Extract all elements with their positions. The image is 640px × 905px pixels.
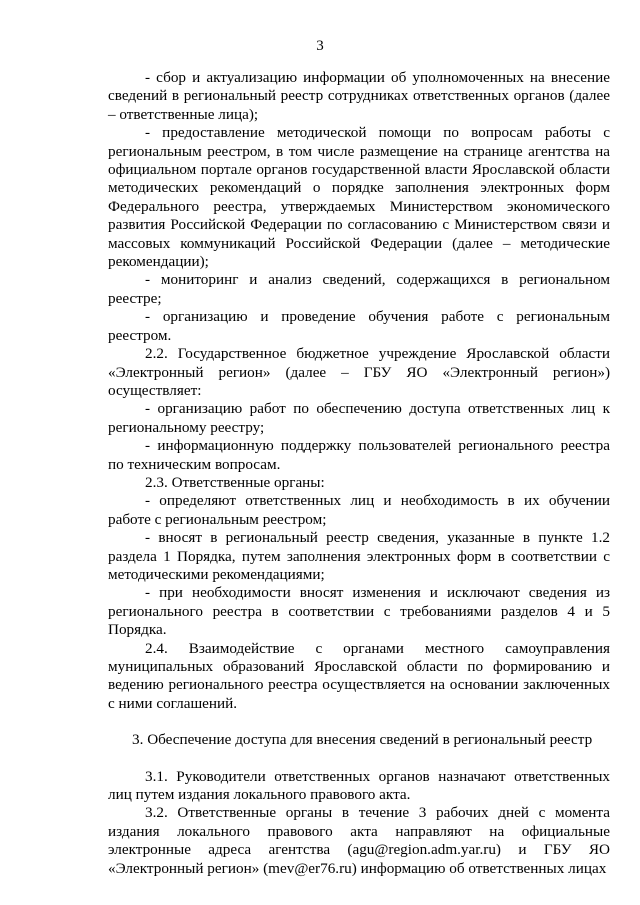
paragraph-info-support: - информационную поддержку пользователей регионального реестра по техническим вопросам. <box>108 437 610 473</box>
paragraph-collection-info: - сбор и актуализацию информации об уполномоченных на внесение сведений в региональный реестр сотрудниках ответственных органов (далее – ответственные лица); <box>108 69 610 123</box>
section-spacer <box>108 750 610 768</box>
page-number: 3 <box>316 38 324 54</box>
paragraph-methodical-help: - предоставление методической помощи по вопросам работы с региональным реестром, в том числе размещение на странице агентства на официальном портале органов государственной власти Ярославской области методических рекомендаций о порядке заполнения электронных форм Федерального реестра, утверждаемых Министерством экономического развития Российской Федерации по согласованию с Министерством связи и массовых коммуникаций Российской Федерации (далее – методические рекомендации); <box>108 124 610 271</box>
section-spacer <box>108 713 610 731</box>
paragraph-enter-data: - вносят в региональный реестр сведения, указанные в пункте 1.2 раздела 1 Порядка, путем заполнения электронных форм в соответствии с методическими рекомендациями; <box>108 529 610 583</box>
document-body <box>108 69 610 878</box>
section-heading: 3. Обеспечение доступа для внесения сведений в региональный реестр <box>132 731 593 749</box>
paragraph-define-persons: - определяют ответственных лиц и необходимость в их обучении работе с региональным реестром; <box>108 492 610 528</box>
paragraph-3-1: 3.1. Руководители ответственных органов назначают ответственных лиц путем издания локального правового акта. <box>108 767 610 804</box>
paragraph-2-3: 2.3. Ответственные органы: <box>145 473 325 491</box>
paragraph-monitoring: - мониторинг и анализ сведений, содержащихся в региональном реестре; <box>108 271 610 307</box>
paragraph-change-data: - при необходимости вносят изменения и исключают сведения из регионального реестра в соответствии с требованиями разделов 4 и 5 Порядка. <box>108 584 610 639</box>
paragraph-3-2: 3.2. Ответственные органы в течение 3 рабочих дней с момента издания локального правового акта направляют на официальные электронные адреса агентства (agu@region.adm.yar.ru) и ГБУ ЯО «Электронный регион» (mev@er76.ru) информацию об ответственных лицах <box>108 804 610 877</box>
paragraph-access-organization: - организацию работ по обеспечению доступа ответственных лиц к региональному реестру; <box>108 400 610 436</box>
paragraph-training: - организацию и проведение обучения работе с региональным реестром. <box>108 308 610 344</box>
paragraph-2-2: 2.2. Государственное бюджетное учреждение Ярославской области «Электронный регион» (далее – ГБУ ЯО «Электронный регион») осуществляет: <box>108 345 610 399</box>
paragraph-2-4: 2.4. Взаимодействие с органами местного самоуправления муниципальных образований Ярославской области по формированию и ведению регионального реестра осуществляется на основании заключенных с ними соглашений. <box>108 639 610 712</box>
